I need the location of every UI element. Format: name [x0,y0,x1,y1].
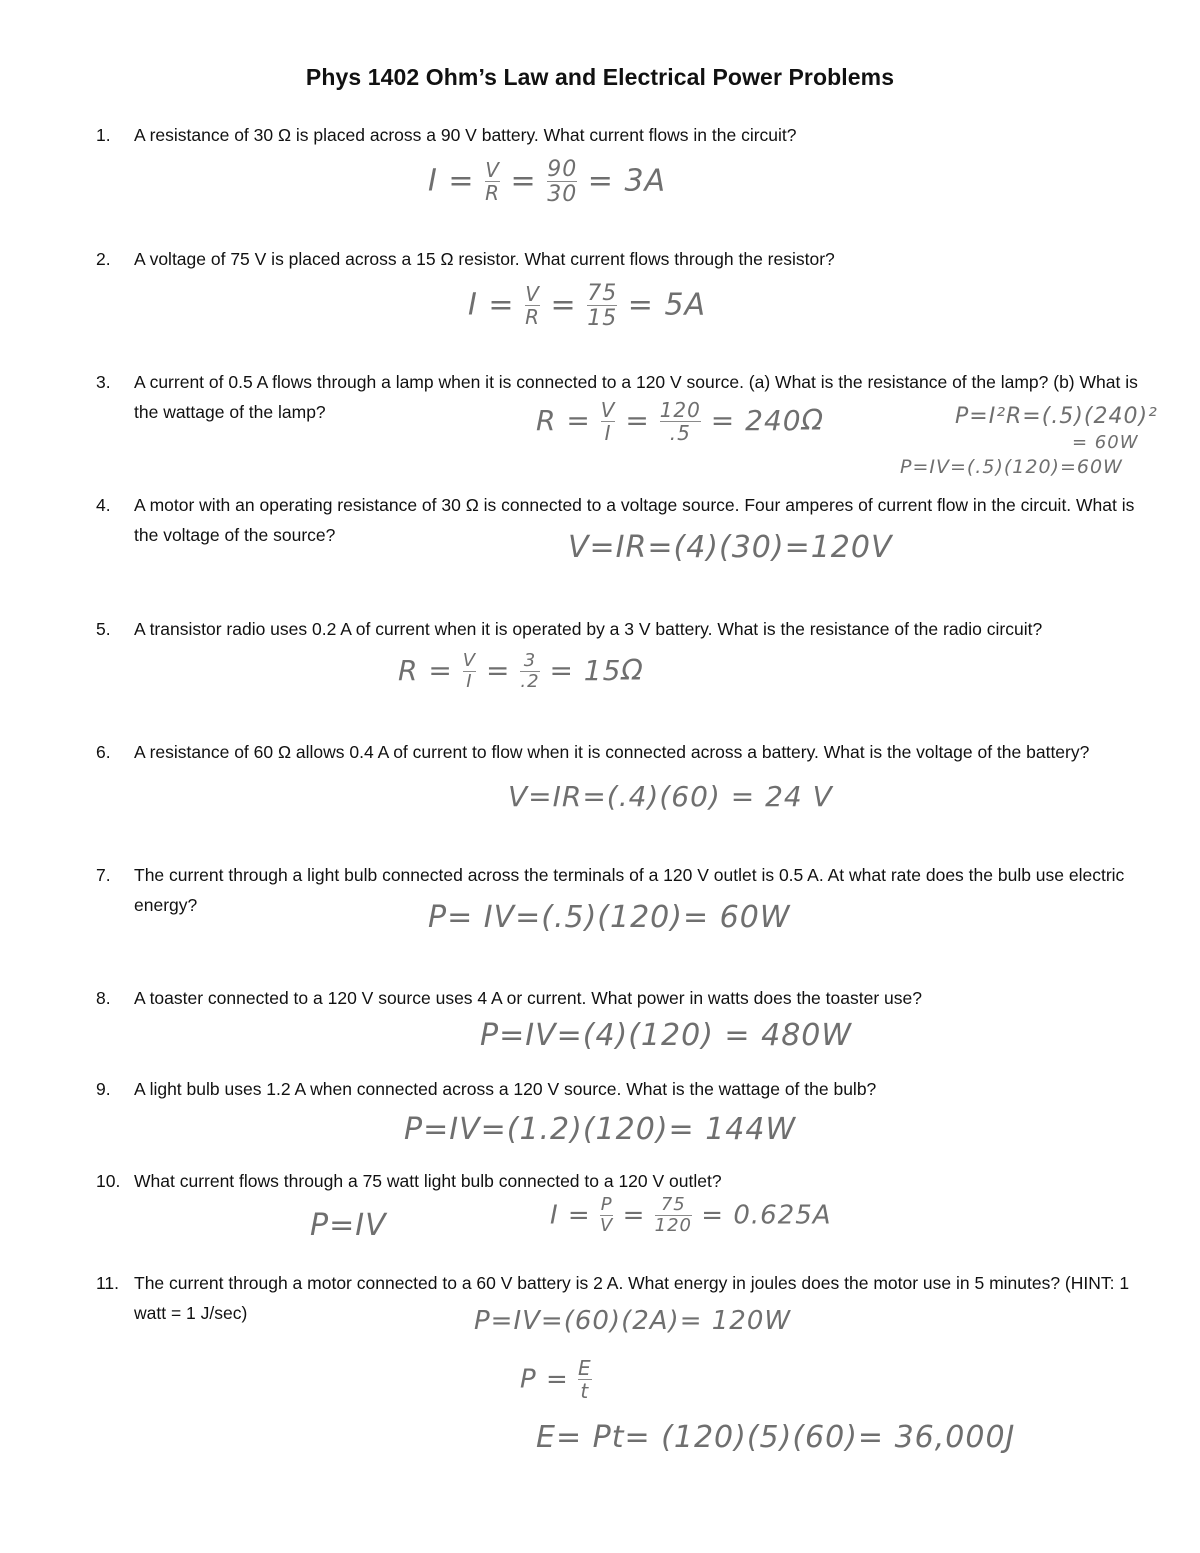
hw-lhs: P = [520,1364,569,1395]
question-number: 9. [96,1079,111,1099]
question-8 [96,983,1146,1013]
question-9 [96,1074,1146,1104]
handwritten-answer-6: V=IR=(.4)(60) = 24 V [508,780,833,813]
question-number: 1. [96,125,111,145]
question-1 [96,120,1146,150]
hw-result: = 0.625A [701,1200,832,1231]
question-text: What current flows through a 75 watt light bulb connected to a 120 V outlet? [134,1171,722,1191]
handwritten-answer-4: V=IR=(4)(30)=120V [568,530,893,565]
hw-lhs: I = [468,287,515,323]
handwritten-answer-9: P=IV=(1.2)(120)= 144W [404,1112,797,1147]
handwritten-answer-11b [520,1358,592,1402]
question-6 [96,737,1146,767]
hw-fraction: $\frac{3}{.2}$ [520,650,540,692]
handwritten-answer-3a [536,400,824,444]
question-text: The current through a light bulb connected across the terminals of a 120 V outlet is 0.5 A. At what rate does the bulb use electric energy? [134,865,1125,915]
hw-result: = 5A [627,287,707,323]
hw-equals: = [625,404,650,437]
question-2 [96,244,1146,274]
hw-fraction: $\frac{75}{120}$ [654,1194,692,1236]
handwritten-answer-5 [398,652,644,692]
handwritten-answer-7: P= IV=(.5)(120)= 60W [428,900,791,935]
hw-equals: = [510,163,537,199]
hw-result: = 15Ω [549,653,644,687]
question-text: A resistance of 60 Ω allows 0.4 A of current to flow when it is connected across a battery. What is the voltage of the battery? [134,742,1090,762]
hw-fraction: $\frac{P}{V}$ [599,1194,614,1236]
handwritten-answer-11c: E= Pt= (120)(5)(60)= 36,000J [536,1420,1016,1455]
handwritten-answer-3b-line2: = 60W [1072,432,1139,453]
question-number: 5. [96,619,111,639]
handwritten-answer-1 [428,158,666,206]
hw-lhs: R = [398,653,453,687]
hw-fraction: $\frac{E}{t}$ [578,1356,592,1403]
hw-fraction: $\frac{V}{I}$ [462,650,477,692]
hw-result: = 240Ω [710,404,824,437]
question-number: 10. [96,1171,121,1191]
handwritten-answer-10b [550,1196,832,1236]
handwritten-answer-3b-line1: P=I²R=(.5)(240)² [955,404,1158,429]
question-text: A motor with an operating resistance of 30 Ω is connected to a voltage source. Four amperes of current flow in the circuit. What is the voltage of the source? [134,495,1135,545]
question-10 [96,1166,1146,1196]
question-text: A transistor radio uses 0.2 A of current when it is operated by a 3 V battery. What is the resistance of the radio circuit? [134,619,1043,639]
question-number: 2. [96,249,111,269]
hw-fraction: $\frac{120}{.5}$ [659,398,701,445]
question-number: 11. [96,1273,120,1293]
handwritten-answer-11a: P=IV=(60)(2A)= 120W [474,1306,792,1336]
handwritten-answer-3b-line3: P=IV=(.5)(120)=60W [900,456,1123,478]
hw-lhs: I = [428,163,475,199]
hw-lhs: I = [550,1200,591,1231]
question-text: A resistance of 30 Ω is placed across a 90 V battery. What current flows in the circuit? [134,125,797,145]
question-text: The current through a motor connected to a 60 V battery is 2 A. What energy in joules does the motor use in 5 minutes? (HINT: 1 watt = 1 J/sec) [134,1273,1130,1323]
hw-lhs: R = [536,404,591,437]
question-5 [96,614,1146,644]
question-text: A toaster connected to a 120 V source uses 4 A or current. What power in watts does the toaster use? [134,988,922,1008]
page-title: Phys 1402 Ohm’s Law and Electrical Power Problems [305,64,895,90]
question-text: A voltage of 75 V is placed across a 15 Ω resistor. What current flows through the resistor? [134,249,835,269]
hw-fraction: $\frac{V}{R}$ [525,282,540,330]
question-number: 6. [96,742,111,762]
hw-equals: = [485,653,511,687]
handwritten-answer-8: P=IV=(4)(120) = 480W [480,1018,853,1053]
hw-equals: = [550,287,577,323]
question-text: A current of 0.5 A flows through a lamp when it is connected to a 120 V source. (a) What is the resistance of the lamp? (b) What is the wattage of the lamp? [134,372,1138,422]
handwritten-answer-2 [468,282,706,330]
hw-fraction: $\frac{90}{30}$ [547,157,578,208]
question-number: 7. [96,865,111,885]
question-text: A light bulb uses 1.2 A when connected across a 120 V source. What is the wattage of the bulb? [134,1079,877,1099]
handwritten-answer-10a: P=IV [310,1208,387,1243]
hw-fraction: $\frac{V}{R}$ [485,158,500,206]
question-number: 3. [96,372,111,392]
question-number: 8. [96,988,111,1008]
hw-result: = 3A [587,163,667,199]
hw-fraction: $\frac{V}{I}$ [600,398,616,445]
hw-fraction: $\frac{75}{15}$ [587,281,618,332]
hw-equals: = [622,1200,646,1231]
question-number: 4. [96,495,111,515]
